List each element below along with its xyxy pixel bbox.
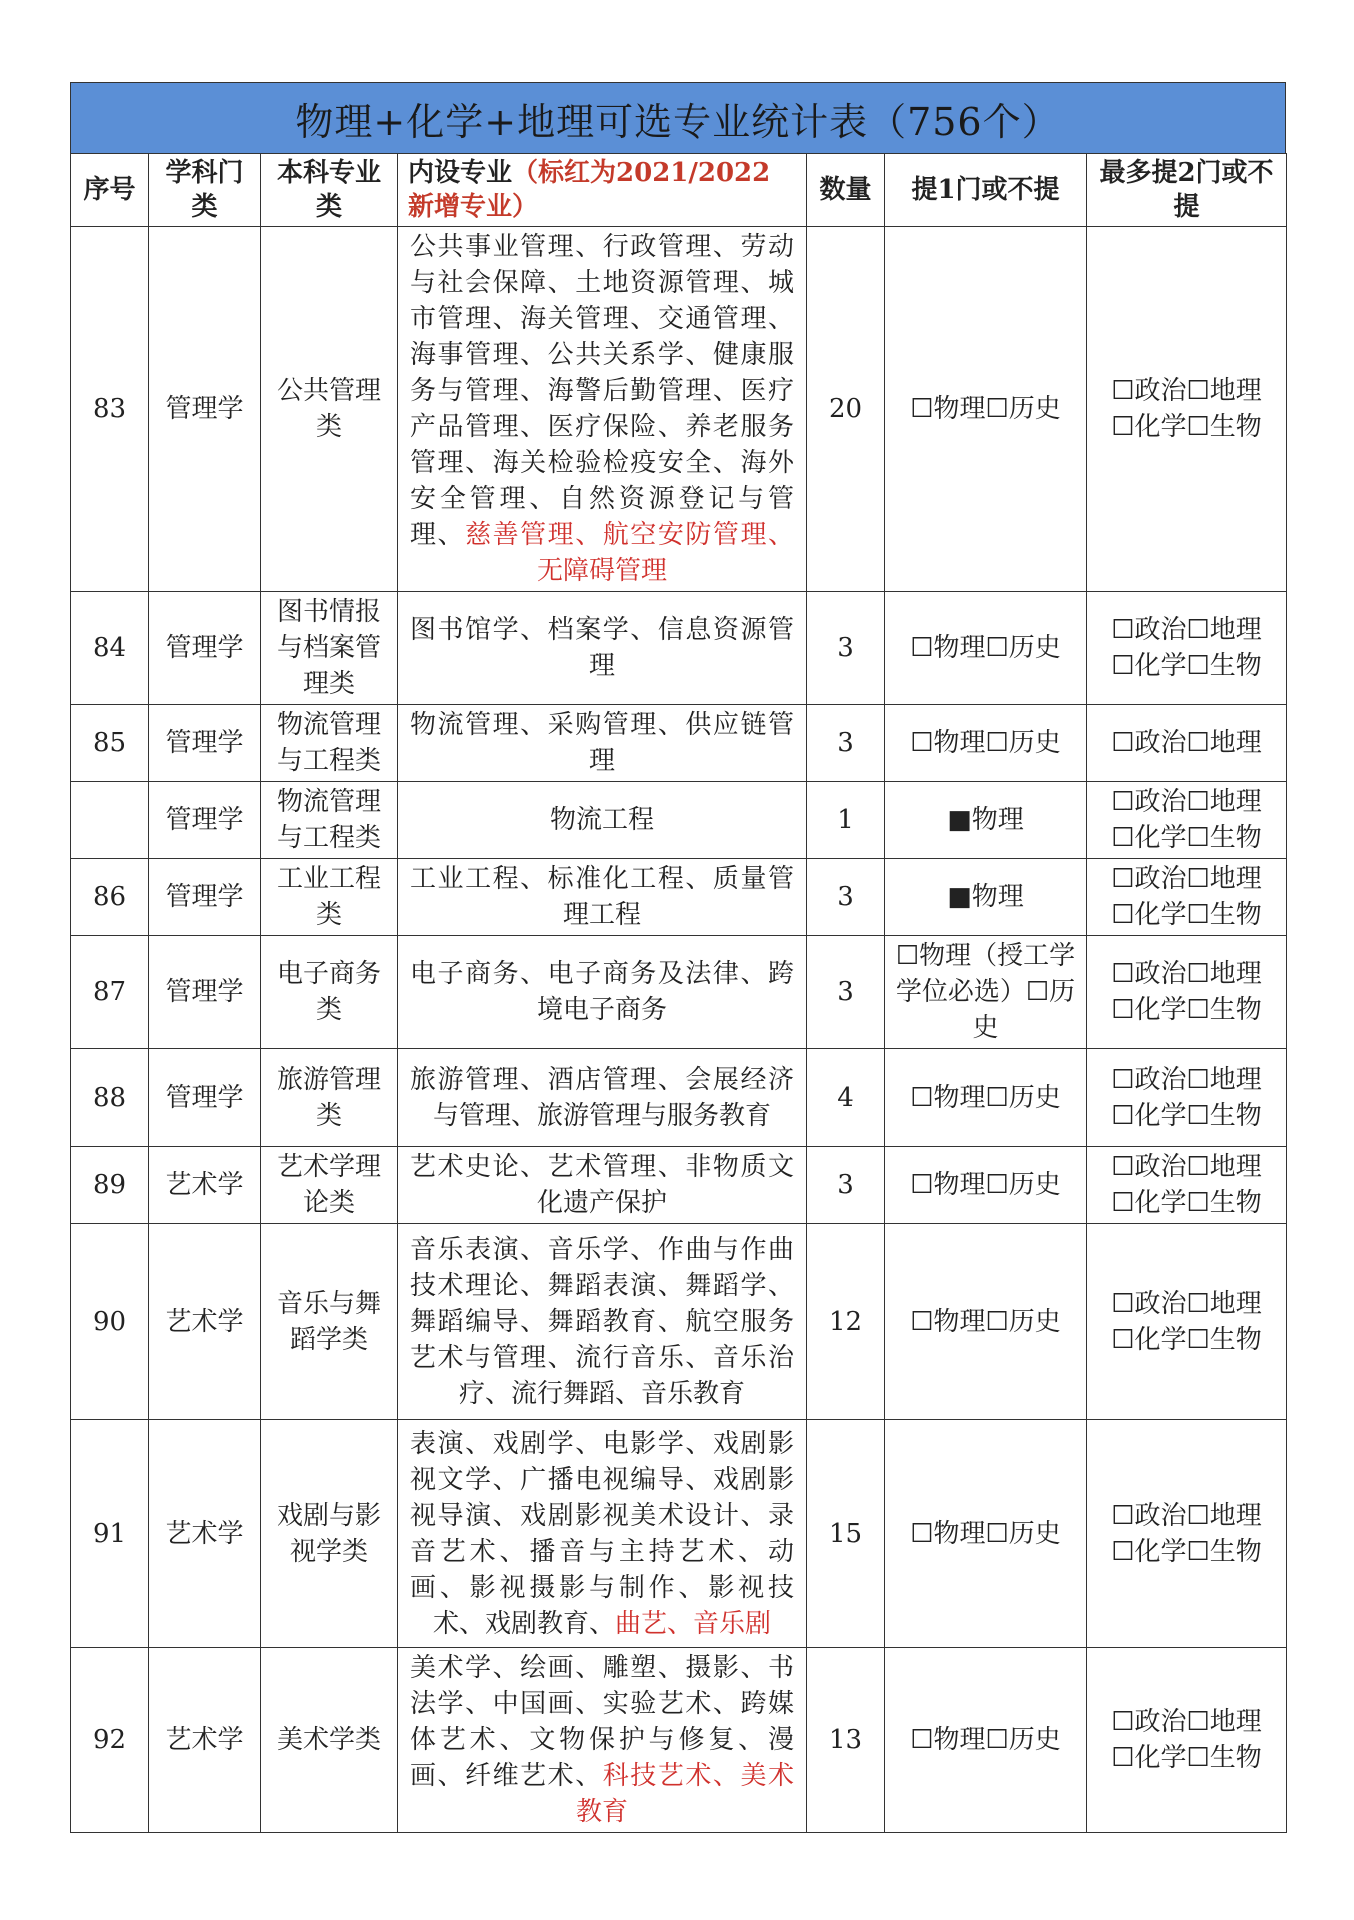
req2-line-a: ☐政治☐地理 — [1111, 1707, 1262, 1737]
req2-line-b: ☐化学☐生物 — [1111, 823, 1262, 853]
req2-line-b: ☐化学☐生物 — [1111, 995, 1262, 1025]
req2-line-a: ☐政治☐地理 — [1111, 376, 1262, 406]
req2-line-b: ☐化学☐生物 — [1111, 900, 1262, 930]
row-category: 物流管理与工程类 — [261, 705, 398, 782]
majors-new-text: 曲艺、音乐剧 — [615, 1608, 772, 1639]
row-req1: ☐物理（授工学学位必选）☐历史 — [885, 936, 1087, 1049]
majors-text: 物流管理、采购管理、供应链管理 — [410, 710, 794, 776]
row-discipline: 艺术学 — [149, 1648, 261, 1833]
req2-line-a: ☐政治☐地理 — [1111, 787, 1262, 817]
row-majors — [398, 936, 807, 1049]
req2-line-b: ☐化学☐生物 — [1111, 1100, 1262, 1131]
table-row — [71, 1648, 1287, 1833]
majors-new-text: 慈善管理、航空安防管理、无障碍管理 — [465, 520, 794, 586]
row-count: 3 — [807, 936, 885, 1049]
row-req1: ☐物理☐历史 — [885, 1224, 1087, 1420]
row-count: 4 — [807, 1049, 885, 1147]
row-count: 3 — [807, 705, 885, 782]
header-majors-note: （标红为2021/2022新增专业） — [408, 158, 771, 222]
row-discipline: 管理学 — [149, 859, 261, 936]
row-majors — [398, 1049, 807, 1147]
row-count: 3 — [807, 592, 885, 705]
table-title: 物理+化学+地理可选专业统计表（756个） — [70, 82, 1286, 153]
row-index: 86 — [71, 859, 149, 936]
req2-line-a: ☐政治☐地理 — [1111, 615, 1262, 645]
row-req2 — [1087, 859, 1287, 936]
row-req1: ☐物理☐历史 — [885, 1049, 1087, 1147]
header-row — [71, 154, 1287, 227]
row-index: 88 — [71, 1049, 149, 1147]
majors-text: 工业工程、标准化工程、质量管理工程 — [410, 864, 794, 930]
majors-text: 表演、戏剧学、电影学、戏剧影视文学、广播电视编导、戏剧影视导演、戏剧影视美术设计、录音艺术、播音与主持艺术、动画、影视摄影与制作、影视技术、戏剧教育、 — [410, 1428, 794, 1639]
row-index: 89 — [71, 1147, 149, 1224]
row-index: 90 — [71, 1224, 149, 1420]
row-count: 3 — [807, 859, 885, 936]
row-req2 — [1087, 1420, 1287, 1648]
majors-text: 美术学、绘画、雕塑、摄影、书法学、中国画、实验艺术、跨媒体艺术、文物保护与修复、漫画、纤维艺术、 — [410, 1653, 794, 1791]
row-count: 13 — [807, 1648, 885, 1833]
req2-line-a: ☐政治☐地理 — [1111, 1152, 1262, 1182]
req2-line-a: ☐政治☐地理 — [1111, 864, 1262, 894]
majors-text: 物流工程 — [549, 805, 654, 835]
row-req2 — [1087, 705, 1287, 782]
row-discipline: 管理学 — [149, 705, 261, 782]
row-req1: ☐物理☐历史 — [885, 1648, 1087, 1833]
row-category: 音乐与舞蹈学类 — [261, 1224, 398, 1420]
row-majors — [398, 782, 807, 859]
row-req2 — [1087, 782, 1287, 859]
row-majors — [398, 1224, 807, 1420]
header-discipline: 学科门类 — [149, 154, 261, 227]
table-row — [71, 782, 1287, 859]
majors-text: 旅游管理、酒店管理、会展经济与管理、旅游管理与服务教育 — [410, 1064, 794, 1131]
row-count: 1 — [807, 782, 885, 859]
header-req1: 提1门或不提 — [885, 154, 1087, 227]
header-majors — [398, 154, 807, 227]
row-req1: ☐物理☐历史 — [885, 1420, 1087, 1648]
row-req1: ☐物理☐历史 — [885, 227, 1087, 592]
row-majors — [398, 859, 807, 936]
table-row — [71, 227, 1287, 592]
row-req1: ■物理 — [885, 859, 1087, 936]
row-discipline: 管理学 — [149, 227, 261, 592]
row-req1: ☐物理☐历史 — [885, 705, 1087, 782]
row-index: 85 — [71, 705, 149, 782]
req2-line-b: ☐化学☐生物 — [1111, 1743, 1262, 1773]
majors-text: 电子商务、电子商务及法律、跨境电子商务 — [410, 959, 794, 1025]
req2-line-b: ☐化学☐生物 — [1111, 651, 1262, 681]
table-row — [71, 1224, 1287, 1420]
table-row — [71, 936, 1287, 1049]
header-majors-prefix: 内设专业 — [408, 158, 513, 188]
row-req2 — [1087, 1049, 1287, 1147]
row-req2 — [1087, 592, 1287, 705]
row-req2 — [1087, 1648, 1287, 1833]
table-row — [71, 705, 1287, 782]
header-category: 本科专业类 — [261, 154, 398, 227]
majors-text: 图书馆学、档案学、信息资源管理 — [410, 615, 794, 681]
req2-line-b: ☐化学☐生物 — [1111, 1536, 1262, 1567]
table-row — [71, 859, 1287, 936]
row-category: 旅游管理类 — [261, 1049, 398, 1147]
row-discipline: 管理学 — [149, 936, 261, 1049]
header-index: 序号 — [71, 154, 149, 227]
row-count: 3 — [807, 1147, 885, 1224]
row-req1: ☐物理☐历史 — [885, 592, 1087, 705]
row-count: 12 — [807, 1224, 885, 1420]
row-category: 艺术学理论类 — [261, 1147, 398, 1224]
row-count: 15 — [807, 1420, 885, 1648]
row-index: 87 — [71, 936, 149, 1049]
row-category: 图书情报与档案管理类 — [261, 592, 398, 705]
req2-line-a: ☐政治☐地理 — [1111, 728, 1262, 758]
req2-line-a: ☐政治☐地理 — [1111, 1064, 1262, 1095]
table-row — [71, 1147, 1287, 1224]
req2-line-b: ☐化学☐生物 — [1111, 1188, 1262, 1218]
row-discipline: 管理学 — [149, 782, 261, 859]
header-req2: 最多提2门或不提 — [1087, 154, 1287, 227]
row-discipline: 管理学 — [149, 1049, 261, 1147]
majors-table — [70, 153, 1287, 1833]
row-index: 84 — [71, 592, 149, 705]
majors-text: 艺术史论、艺术管理、非物质文化遗产保护 — [410, 1152, 794, 1218]
row-category: 电子商务类 — [261, 936, 398, 1049]
req2-line-b: ☐化学☐生物 — [1111, 412, 1262, 442]
row-index: 92 — [71, 1648, 149, 1833]
statistics-sheet — [70, 82, 1286, 1833]
row-discipline: 艺术学 — [149, 1147, 261, 1224]
majors-text: 音乐表演、音乐学、作曲与作曲技术理论、舞蹈表演、舞蹈学、舞蹈编导、舞蹈教育、航空服务艺术与管理、流行音乐、音乐治疗、流行舞蹈、音乐教育 — [410, 1234, 794, 1409]
table-row — [71, 1420, 1287, 1648]
row-index: 83 — [71, 227, 149, 592]
table-row — [71, 592, 1287, 705]
row-category: 工业工程类 — [261, 859, 398, 936]
req2-line-a: ☐政治☐地理 — [1111, 1500, 1262, 1531]
row-majors — [398, 227, 807, 592]
row-majors — [398, 705, 807, 782]
row-majors — [398, 592, 807, 705]
row-category: 物流管理与工程类 — [261, 782, 398, 859]
req2-line-a: ☐政治☐地理 — [1111, 1288, 1262, 1319]
row-discipline: 艺术学 — [149, 1420, 261, 1648]
row-discipline: 管理学 — [149, 592, 261, 705]
majors-text: 公共事业管理、行政管理、劳动与社会保障、土地资源管理、城市管理、海关管理、交通管理、海事管理、公共关系学、健康服务与管理、海警后勤管理、医疗产品管理、医疗保险、养老服务管理、海关检验检疫安全、海外安全管理、自然资源登记与管理、 — [410, 232, 794, 550]
majors-new-text: 科技艺术、美术教育 — [575, 1761, 794, 1827]
row-majors — [398, 1420, 807, 1648]
row-majors — [398, 1147, 807, 1224]
row-req2 — [1087, 1224, 1287, 1420]
row-index: 91 — [71, 1420, 149, 1648]
row-category: 戏剧与影视学类 — [261, 1420, 398, 1648]
row-index — [71, 782, 149, 859]
row-category: 公共管理类 — [261, 227, 398, 592]
row-req1: ■物理 — [885, 782, 1087, 859]
row-req2 — [1087, 1147, 1287, 1224]
table-row — [71, 1049, 1287, 1147]
header-count: 数量 — [807, 154, 885, 227]
req2-line-b: ☐化学☐生物 — [1111, 1324, 1262, 1355]
row-majors — [398, 1648, 807, 1833]
req2-line-a: ☐政治☐地理 — [1111, 959, 1262, 989]
row-count: 20 — [807, 227, 885, 592]
row-discipline: 艺术学 — [149, 1224, 261, 1420]
row-req1: ☐物理☐历史 — [885, 1147, 1087, 1224]
row-category: 美术学类 — [261, 1648, 398, 1833]
row-req2 — [1087, 936, 1287, 1049]
row-req2 — [1087, 227, 1287, 592]
